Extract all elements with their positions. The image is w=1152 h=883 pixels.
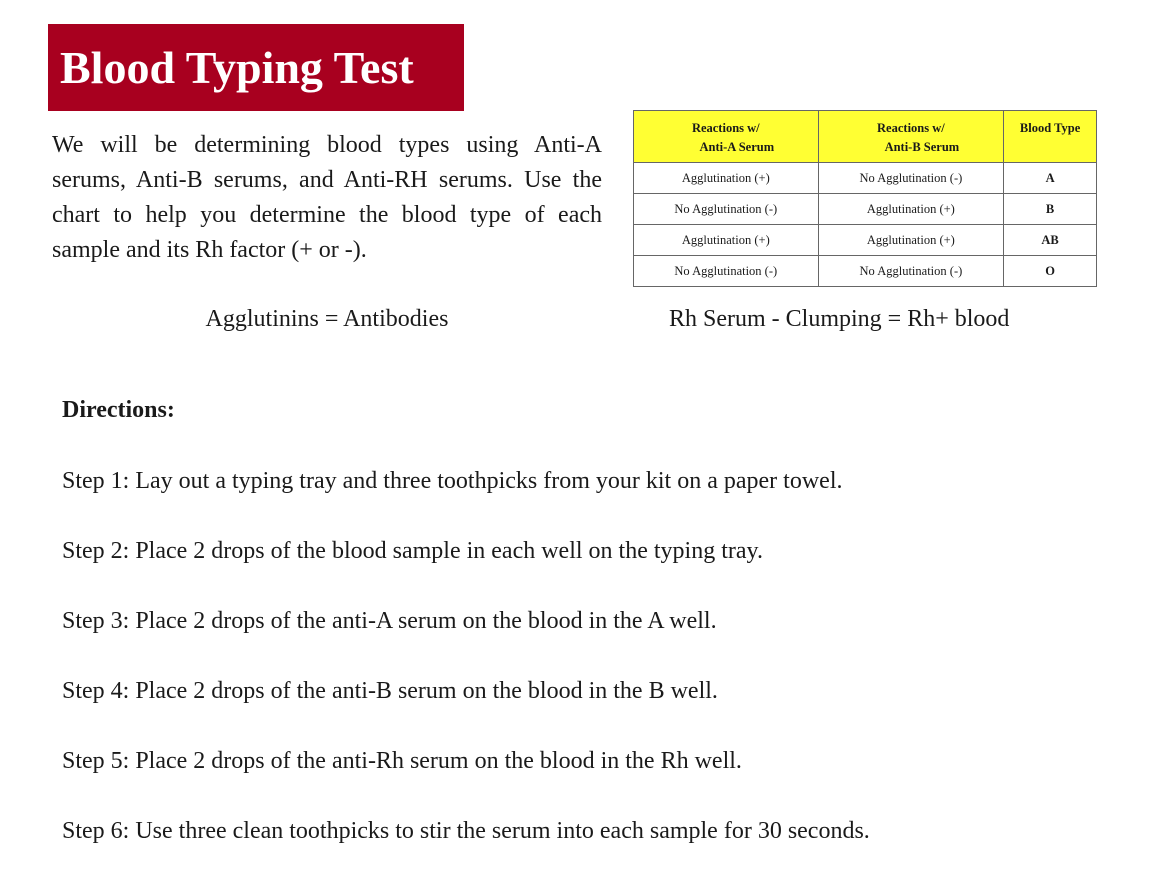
header-blood-type [1004,111,1097,163]
directions-heading: Directions: [62,397,175,423]
blood-type-table [633,110,1097,287]
rh-serum-note: Rh Serum - Clumping = Rh+ blood [669,306,1010,332]
table-row [634,163,1097,194]
cell-anti-b: No Agglutination (-) [818,163,1004,194]
header-anti-b-line2: Anti-B Serum [884,140,960,154]
header-anti-b-line1: Reactions w/ [877,121,945,135]
step-1: Step 1: Lay out a typing tray and three toothpicks from your kit on a paper towel. [62,468,843,494]
step-2: Step 2: Place 2 drops of the blood sample in each well on the typing tray. [62,538,763,564]
cell-blood-type: AB [1004,225,1097,256]
header-anti-a-line2: Anti-A Serum [699,140,775,154]
cell-blood-type: A [1004,163,1097,194]
header-anti-b [818,111,1004,163]
table-row [634,194,1097,225]
table-row [634,225,1097,256]
header-anti-a-line1: Reactions w/ [691,121,760,135]
cell-anti-b: No Agglutination (-) [818,256,1004,287]
step-3: Step 3: Place 2 drops of the anti-A serum on the blood in the A well. [62,608,717,634]
cell-anti-a: No Agglutination (-) [634,256,819,287]
table-header-row [634,111,1097,163]
cell-anti-b: Agglutination (+) [818,194,1004,225]
agglutinins-note: Agglutinins = Antibodies [205,306,449,332]
directions-section [62,392,1122,883]
title-banner [48,24,464,111]
step-6: Step 6: Use three clean toothpicks to stir the serum into each sample for 30 seconds. [62,818,870,844]
cell-anti-a: Agglutination (+) [634,225,819,256]
table-row [634,256,1097,287]
cell-blood-type: O [1004,256,1097,287]
step-4: Step 4: Place 2 drops of the anti-B serum on the blood in the B well. [62,678,718,704]
cell-anti-b: Agglutination (+) [818,225,1004,256]
header-blood-type-line1: Blood Type [1019,121,1081,135]
intro-paragraph: We will be determining blood types using Anti-A serums, Anti-B serums, and Anti-RH serums. Use the chart to help you determine the blood type of each sample and its Rh factor (+ or -). [52,132,602,263]
cell-anti-a: No Agglutination (-) [634,194,819,225]
cell-blood-type: B [1004,194,1097,225]
cell-anti-a: Agglutination (+) [634,163,819,194]
step-5: Step 5: Place 2 drops of the anti-Rh serum on the blood in the Rh well. [62,748,742,774]
page-title: Blood Typing Test [60,42,414,93]
header-anti-a [634,111,819,163]
